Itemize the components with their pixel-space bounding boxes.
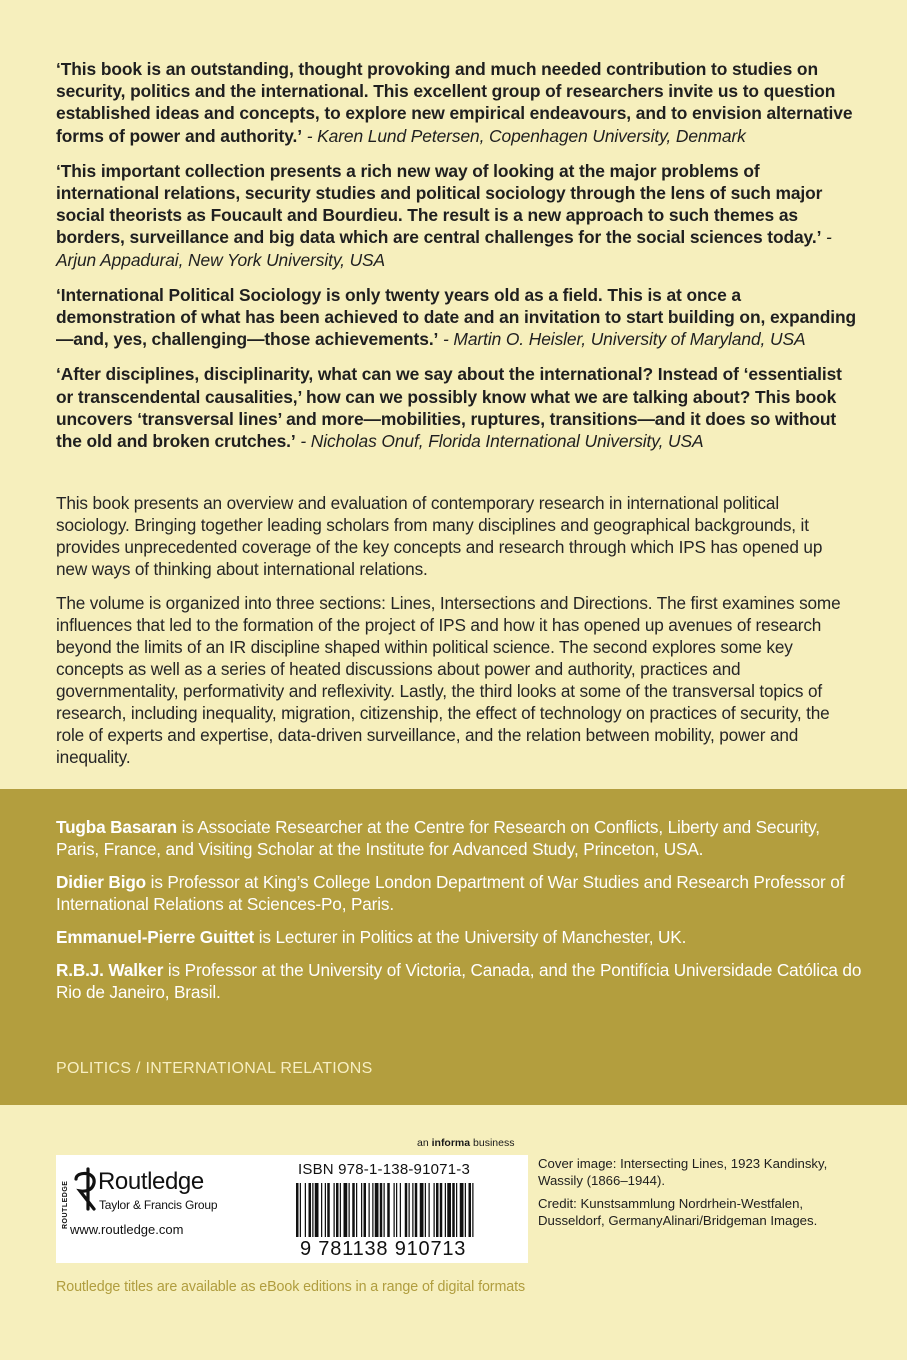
barcode-bar [327,1183,330,1237]
subject-category: POLITICS / INTERNATIONAL RELATIONS [56,1060,373,1077]
barcode-bar [309,1183,312,1237]
author-band [0,789,907,1105]
barcode-bar [425,1183,426,1237]
ebook-notice: Routledge titles are available as eBook editions in a range of digital formats [56,1279,526,1295]
barcode-bar [340,1183,341,1237]
barcode-bar [356,1183,357,1237]
quote-text: ‘International Political Sociology is only twenty years old as a field. This is at once a demonstration of what has been achieved to date and an invitation to start building on, expanding—and, yes, challenging—those achievements.’ [56,284,857,350]
quote-attribution: - Martin O. Heisler, University of Maryland, USA [438,329,806,350]
barcode-bar [436,1183,439,1237]
barcode-bar [325,1183,326,1237]
barcode-bar [336,1183,339,1237]
publisher-group: Taylor & Francis Group [99,1198,218,1212]
barcode-bar [420,1183,424,1237]
publisher-barcode-box [56,1155,528,1263]
quote-attribution: - Arjun Appadurai, New York University, USA [56,227,832,270]
barcode-bar [305,1183,306,1237]
barcode-bar [349,1183,350,1237]
informa-prefix: an [417,1137,432,1149]
quote-text: ‘After disciplines, disciplinarity, what can we say about the international? Instead of ‘essentialist or transcendental causalities,’ how can we possibly know what we are talking about? This book uncovers ‘transversal lines’ and more—mobilities, ruptures, transitions—and it does so without the old and broken crutches.’ [56,364,842,452]
barcode-bar [396,1183,397,1237]
barcode-bar [452,1183,455,1237]
author-name: Emmanuel-Pierre Guittet [56,927,255,947]
barcode-bar [469,1183,472,1237]
informa-suffix: business [470,1137,515,1149]
cover-image-credit: Cover image: Intersecting Lines, 1923 Kandinsky, Wassily (1866–1944). [538,1156,828,1188]
publisher-url: www.routledge.com [70,1222,184,1237]
isbn-label: ISBN 978-1-138-91071-3 [298,1161,471,1178]
image-source-credit: Credit: Kunstsammlung Nordrhein-Westfalen, Dusseldorf, GermanyAlinari/Bridgeman Images. [538,1196,818,1228]
barcode-bar [312,1183,313,1237]
author-bio-text: is Lecturer in Politics at the University of Manchester, UK. [254,927,687,947]
routledge-vertical-text: ROUTLEDGE [62,1180,69,1229]
barcode-bar [369,1183,370,1237]
barcode-bar [384,1183,385,1237]
isbn-digits: 9 781138 910713 [300,1238,467,1260]
barcode-bar [300,1183,301,1237]
barcode-bar [460,1183,464,1237]
barcode-bar [344,1183,348,1237]
barcode-bar [465,1183,466,1237]
endorsement-quote [56,363,856,452]
barcode-icon [296,1183,524,1237]
barcode-bar [412,1183,413,1237]
barcode-bar [456,1183,457,1237]
barcode-bar [352,1183,355,1237]
barcode-bar [380,1183,383,1237]
author-bio [56,926,866,948]
informa-brand: informa [431,1137,471,1149]
endorsements [56,58,856,465]
author-bio [56,871,866,915]
endorsement-quote [56,58,856,147]
quote-attribution: - Karen Lund Petersen, Copenhagen University, Denmark [301,125,746,146]
barcode-bar [415,1183,418,1237]
barcode-bar [315,1183,319,1237]
barcode-bar [447,1183,451,1237]
barcode-bar [364,1183,367,1237]
barcode-bar [296,1183,299,1237]
barcode-bar [334,1183,335,1237]
author-name: Didier Bigo [56,872,147,892]
publisher-name: Routledge [98,1168,204,1195]
author-bio [56,816,866,860]
quote-text: ‘This important collection presents a rich new way of looking at the major problems of international relations, security studies and political sociology through the lens of such major social theorists as Foucault and Bourdieu. The result is a new approach to such themes as borders, surveillance and big data which are central challenges for the social sciences today.’ [56,160,823,248]
barcode-bar [409,1183,410,1237]
author-bio-text: is Associate Researcher at the Centre for Research on Conflicts, Liberty and Security, Paris, France, and Visiting Scholar at the Institute for Advanced Study, Princeton, USA. [56,817,820,859]
book-description [56,492,856,780]
quote-attribution: - Nicholas Onuf, Florida International University, USA [295,431,704,452]
informa-tagline [417,1137,514,1149]
author-bio-text: is Professor at King’s College London Department of War Studies and Research Professor of International Relations at Sciences-Po, Paris. [56,872,845,914]
description-paragraph: The volume is organized into three sections: Lines, Intersections and Directions. The first examines some influences that led to the formation of the project of IPS and how it has opened up avenues of research beyond the limits of an IR discipline shaped within political science. The second explores some key concepts as well as a series of heated discussions about power and authority, practices and governmentality, performativity and reflexivity. Lastly, the third looks at some of the transversal topics of research, including inequality, migration, citizenship, the effect of technology on practices of security, the role of experts and expertise, data-driven surveillance, and the relation between mobility, power and inequality. [56,593,841,767]
author-name: R.B.J. Walker [56,960,164,980]
barcode-bar [375,1183,379,1237]
barcode-bar [472,1183,473,1237]
author-bio [56,959,866,1003]
barcode-bar [400,1183,401,1237]
barcode-bar [429,1183,430,1237]
barcode-bar [361,1183,362,1237]
endorsement-quote [56,284,856,351]
barcode-bar [372,1183,373,1237]
author-bio-text: is Professor at the University of Victoria, Canada, and the Pontifícia Universidade Católica do Rio de Janeiro, Brasil. [56,960,862,1002]
barcode-bar [434,1183,435,1237]
author-bios [56,816,866,1014]
barcode-bar [440,1183,443,1237]
barcode-bar [387,1183,390,1237]
endorsement-quote [56,160,856,271]
barcode-bar [445,1183,446,1237]
cover-credits [538,1155,868,1235]
quote-text: ‘This book is an outstanding, thought provoking and much needed contribution to studies on security, politics and the international. This excellent group of researchers invite us to question established ideas and concepts, to explore new empirical endeavours, and to envision alternative forms of power and authority.’ [56,59,853,146]
author-name: Tugba Basaran [56,817,177,837]
description-paragraph: This book presents an overview and evaluation of contemporary research in international political sociology. Bringing together leading scholars from many disciplines and geographical backgrounds, it provides unprecedented coverage of the key concepts and research through which IPS has opened up new ways of thinking about international relations. [56,493,823,579]
barcode-bar [405,1183,408,1237]
barcode-bar [394,1183,395,1237]
barcode-bar [321,1183,322,1237]
